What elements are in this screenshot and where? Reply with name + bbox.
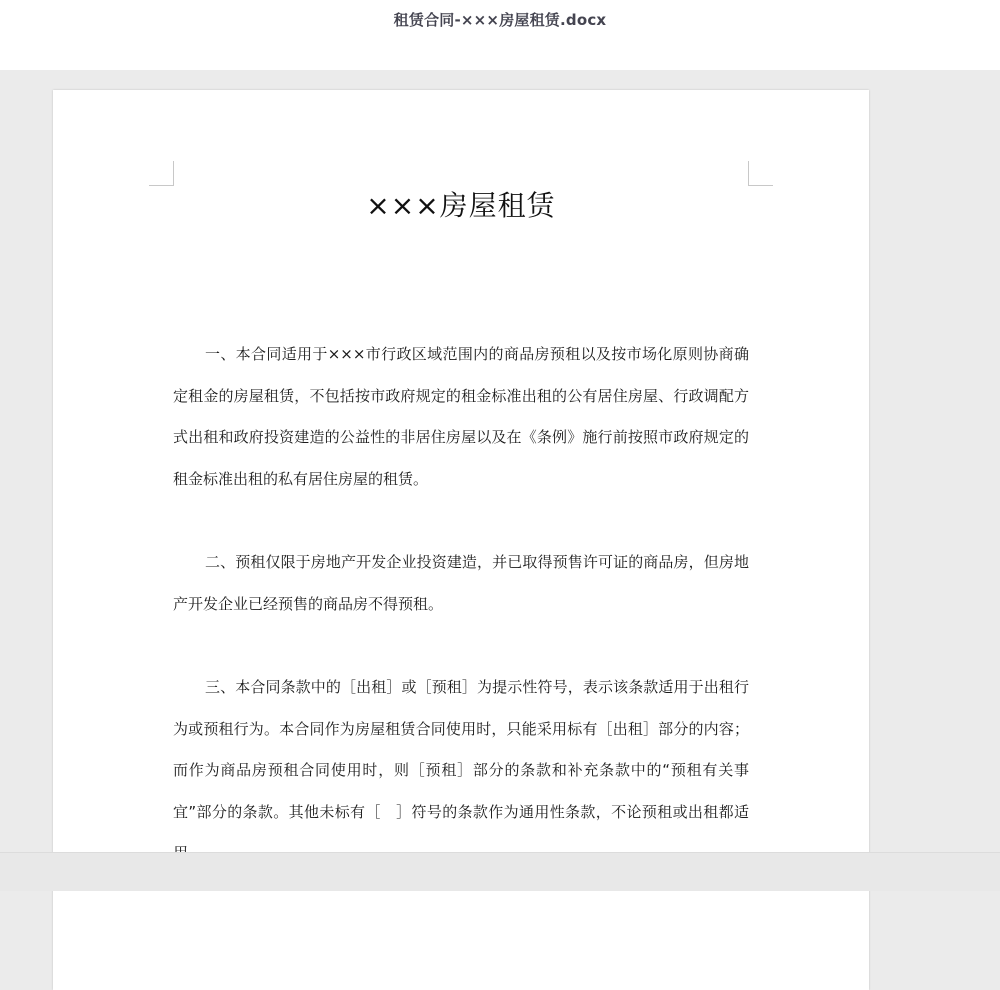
document-body [173,334,749,917]
document-heading: ×××房屋租赁 [366,189,556,222]
document-filename: 租赁合同-×××房屋租赁.docx [393,11,607,29]
paragraph-3: 三、本合同条款中的［出租］或［预租］为提示性符号，表示该条款适用于出租行为或预租行为。本合同作为房屋租赁合同使用时，只能采用标有［出租］部分的内容；而作为商品房预租合同使用时，则［预租］部分的条款和补充条款中的“预租有关事宜”部分的条款。其他未标有［ ］符号的条款作为通用性条款，不论预租或出租都适 [173,678,749,821]
title-bar [0,0,1000,70]
status-bar [0,852,1000,891]
paragraph-1: 一、本合同适用于×××市行政区域范围内的商品房预租以及按市场化原则协商确定租金的房屋租赁，不包括按市政府规定的租金标准出租的公有居住房屋、行政调配方式出租和政府投资建造的公益性的非居住房屋以及在《条例》施行前按照市政府规定的租金标准出租的私有居住房屋的租赁。 [173,345,749,488]
margin-corner-mark-right [748,161,773,186]
margin-corner-mark-left [149,161,174,186]
document-viewport[interactable] [0,70,1000,852]
paragraph-2: 二、预租仅限于房地产开发企业投资建造，并已取得预售许可证的商品房，但房地产开发企业已经预售的商品房不得预租。 [173,553,749,613]
